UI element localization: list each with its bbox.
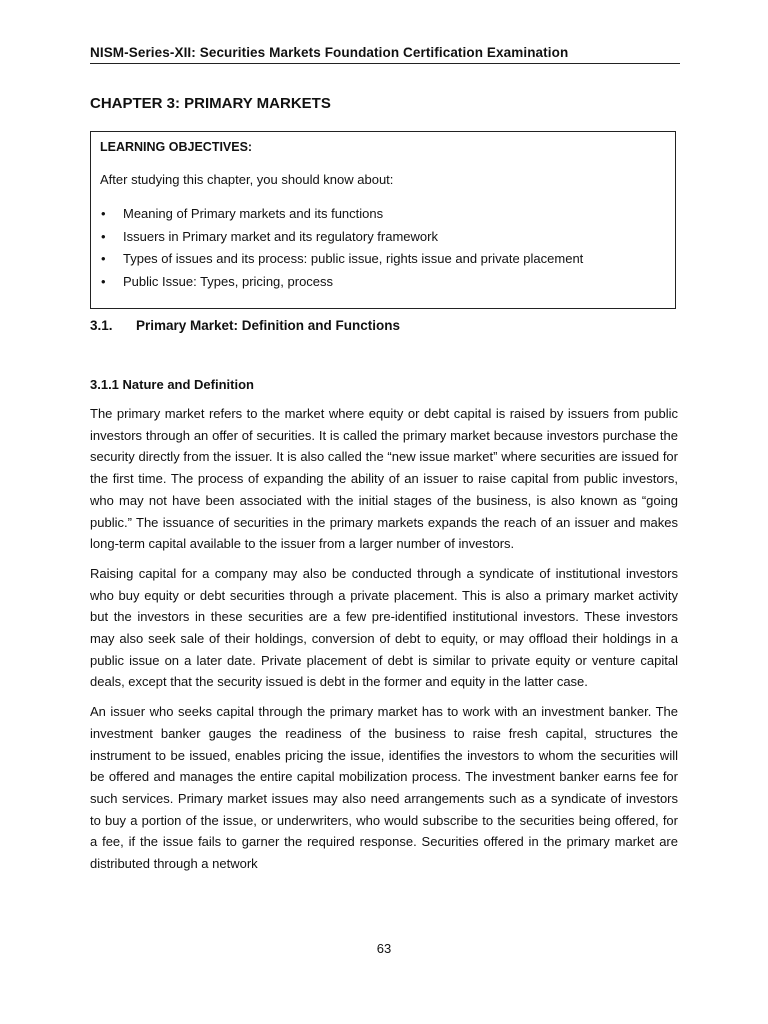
- bullet-icon: •: [101, 273, 106, 289]
- bullet-icon: •: [101, 206, 106, 221]
- paragraph: An issuer who seeks capital through the primary market has to work with an investment banker. The investment banker gauges the readiness of the business to raise fresh capital, structures the instrument to be issued, enables pricing the issue, identifies the investors to whom the securities will be offered and manages the entire capital mobilization process. The investment banker earns fee for such services. Primary market issues may also need arrangements such as a syndicate of investors to buy a portion of the issue, or underwriters, who would subscribe to the securities being offered, for a fee, if the issue fails to garner the required response. Securities offered in the primary market are distributed through a network: [90, 704, 678, 872]
- paragraph: The primary market refers to the market where equity or debt capital is raised by issuers from public investors through an offer of securities. It is called the primary market because investors purchase the security directly from the issuer. It is also called the “new issue market” where securities are issued for the first time. The process of expanding the ability of an issuer to raise capital from public investors, who may not have been associated with the initial stages of the business, is also known as “going public.” The issuance of securities in the primary markets expands the reach of an issuer and makes long-term capital available to the issuer from a larger number of investors.: [90, 406, 678, 552]
- section-number: 3.1.: [90, 318, 113, 333]
- list-item-text: Types of issues and its process: public issue, rights issue and private placement: [123, 251, 584, 266]
- list-item: [100, 271, 666, 294]
- list-item: [100, 203, 666, 226]
- page-number: 63: [376, 941, 392, 956]
- section-heading: [90, 318, 400, 333]
- learning-objectives-intro: After studying this chapter, you should know about:: [100, 172, 394, 187]
- paragraph: Raising capital for a company may also be conducted through a syndicate of institutional investors who buy equity or debt securities through a private placement. This is also a primary market activity but the investors in these securities are a few pre-identified institutional investors. These investors may also seek sale of their holdings, conversion of debt to equity, or may offload their holdings in a public issue on a later date. Private placement of debt is similar to private equity or venture capital deals, except that the security issued is debt in the former and equity in the latter case.: [90, 565, 678, 690]
- list-item: [100, 248, 666, 271]
- list-item-text: Meaning of Primary markets and its functions: [123, 206, 384, 221]
- bullet-icon: •: [101, 251, 106, 266]
- body-text: [90, 403, 678, 883]
- subsection-heading: 3.1.1 Nature and Definition: [90, 377, 254, 392]
- list-item-text: Public Issue: Types, pricing, process: [123, 273, 334, 289]
- running-header: NISM-Series-XII: Securities Markets Foundation Certification Examination: [90, 45, 569, 60]
- list-item: [100, 226, 666, 249]
- list-item-text: Issuers in Primary market and its regulatory framework: [123, 228, 438, 244]
- learning-objectives-box: [90, 131, 676, 309]
- section-title: Primary Market: Definition and Functions: [136, 318, 401, 333]
- header-rule: [90, 63, 680, 64]
- learning-objectives-list: [100, 203, 666, 293]
- chapter-title: CHAPTER 3: PRIMARY MARKETS: [90, 95, 331, 112]
- learning-objectives-heading: LEARNING OBJECTIVES:: [100, 140, 253, 154]
- bullet-icon: •: [101, 228, 106, 244]
